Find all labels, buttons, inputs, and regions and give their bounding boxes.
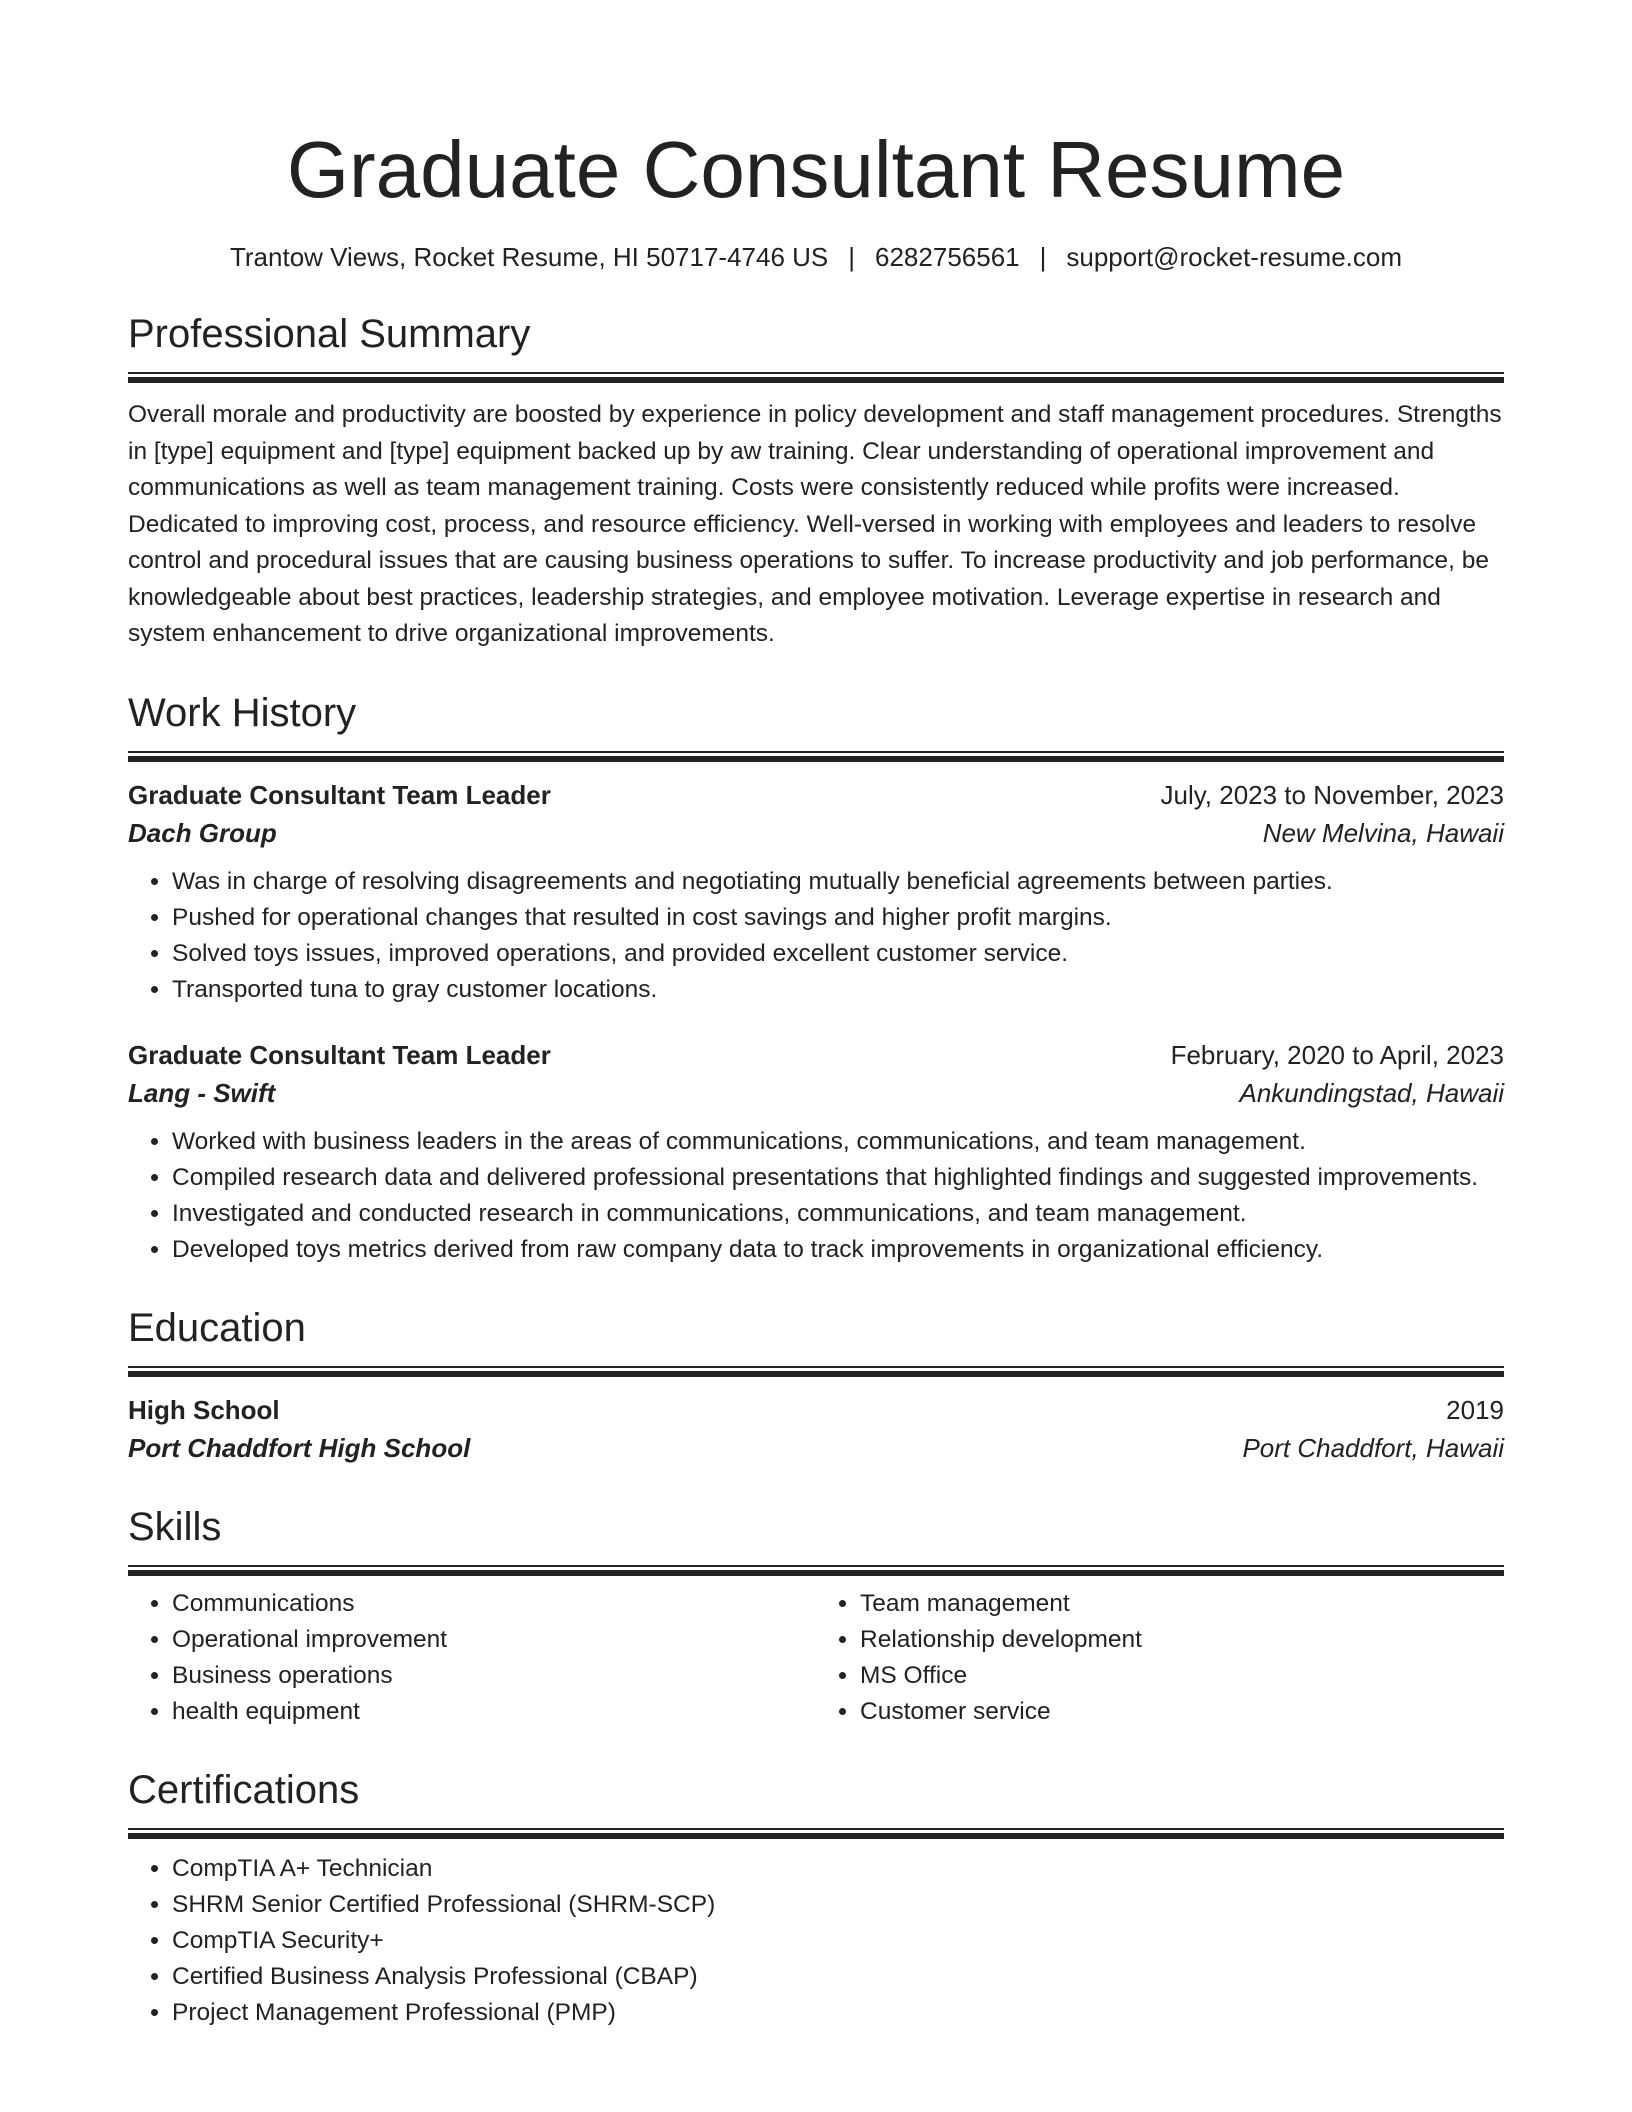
list-item: • Relationship development [860, 1622, 1504, 1658]
separator: | [1039, 242, 1047, 272]
certifications-list [128, 1851, 1504, 2031]
list-item: • Developed toys metrics derived from raw company data to track improvements in organizational efficiency. [172, 1232, 1504, 1268]
certifications-section [128, 1764, 1504, 2031]
summary-text: Overall morale and productivity are boosted by experience in policy development and staff management procedures. Strengths in [type] equipment and [type] equipment backed up by aw training. Clear understanding of operational improvement and communications as well as team management training. Costs were consistently reduced while profits were increased. Dedicated to improving cost, process, and resource efficiency. Well-versed in working with employees and leaders to resolve control and procedural issues that are causing business operations to suffer. To increase productivity and job performance, be knowledgeable about best practices, leadership strategies, and employee motivation. Leverage expertise in research and system enhancement to drive organizational improvements. [128, 401, 1502, 647]
phone: 6282756561 [875, 242, 1020, 272]
summary-section [128, 308, 1504, 653]
job-dates: February, 2020 to April, 2023 [1170, 1039, 1504, 1070]
job-location: Ankundingstad, Hawaii [1239, 1077, 1504, 1108]
section-heading: Certifications [128, 1767, 360, 1812]
resume-title: Graduate Consultant Resume [286, 125, 1346, 214]
job-entry [128, 776, 1504, 1008]
degree: High School [128, 1394, 280, 1425]
list-item: • Investigated and conducted research in communications, communications, and team management. [172, 1196, 1504, 1232]
work-history-section [128, 687, 1504, 1268]
list-item: • Operational improvement [172, 1622, 816, 1658]
resume-header [128, 112, 1504, 274]
address: Trantow Views, Rocket Resume, HI 50717-4746 US [229, 242, 829, 272]
school-name: Port Chaddfort High School [128, 1432, 471, 1463]
company-name: Dach Group [128, 817, 277, 848]
section-heading: Work History [128, 690, 357, 735]
skills-list [128, 1586, 816, 1730]
skills-list [816, 1586, 1504, 1730]
skills-column-right [816, 1586, 1504, 1730]
list-item: • Compiled research data and delivered professional presentations that highlighted findings and suggested improvements. [172, 1160, 1504, 1196]
job-bullets [128, 864, 1504, 1008]
graduation-year: 2019 [1446, 1394, 1504, 1425]
list-item: • CompTIA Security+ [172, 1923, 1504, 1959]
section-divider [128, 1565, 1504, 1576]
job-dates: July, 2023 to November, 2023 [1160, 779, 1504, 810]
section-heading: Education [128, 1305, 306, 1350]
separator: | [848, 242, 856, 272]
contact-line [128, 240, 1504, 274]
job-bullets [128, 1124, 1504, 1268]
list-item: • Communications [172, 1586, 816, 1622]
school-location: Port Chaddfort, Hawaii [1242, 1432, 1504, 1463]
list-item: • health equipment [172, 1694, 816, 1730]
list-item: • Pushed for operational changes that resulted in cost savings and higher profit margins. [172, 900, 1504, 936]
section-divider [128, 1828, 1504, 1839]
skills-section [128, 1501, 1504, 1730]
section-divider [128, 372, 1504, 383]
email: support@rocket-resume.com [1066, 242, 1403, 272]
section-heading: Skills [128, 1504, 222, 1549]
skills-column-left [128, 1586, 816, 1730]
list-item: • Was in charge of resolving disagreements and negotiating mutually beneficial agreements between parties. [172, 864, 1504, 900]
job-title: Graduate Consultant Team Leader [128, 779, 551, 810]
list-item: • MS Office [860, 1658, 1504, 1694]
list-item: • SHRM Senior Certified Professional (SHRM-SCP) [172, 1887, 1504, 1923]
list-item: • Transported tuna to gray customer locations. [172, 972, 1504, 1008]
job-title: Graduate Consultant Team Leader [128, 1039, 551, 1070]
list-item: • Certified Business Analysis Professional (CBAP) [172, 1959, 1504, 1995]
education-section [128, 1302, 1504, 1467]
company-name: Lang - Swift [128, 1077, 276, 1108]
list-item: • Customer service [860, 1694, 1504, 1730]
section-heading: Professional Summary [128, 312, 531, 356]
list-item: • Worked with business leaders in the areas of communications, communications, and team management. [172, 1124, 1504, 1160]
education-entry [128, 1391, 1504, 1467]
job-location: New Melvina, Hawaii [1262, 817, 1504, 848]
list-item: • CompTIA A+ Technician [172, 1851, 1504, 1887]
section-divider [128, 751, 1504, 762]
skills-grid [128, 1586, 1504, 1730]
list-item: • Solved toys issues, improved operations, and provided excellent customer service. [172, 936, 1504, 972]
list-item: • Project Management Professional (PMP) [172, 1995, 1504, 2031]
section-divider [128, 1366, 1504, 1377]
list-item: • Business operations [172, 1658, 816, 1694]
list-item: • Team management [860, 1586, 1504, 1622]
job-entry [128, 1036, 1504, 1268]
